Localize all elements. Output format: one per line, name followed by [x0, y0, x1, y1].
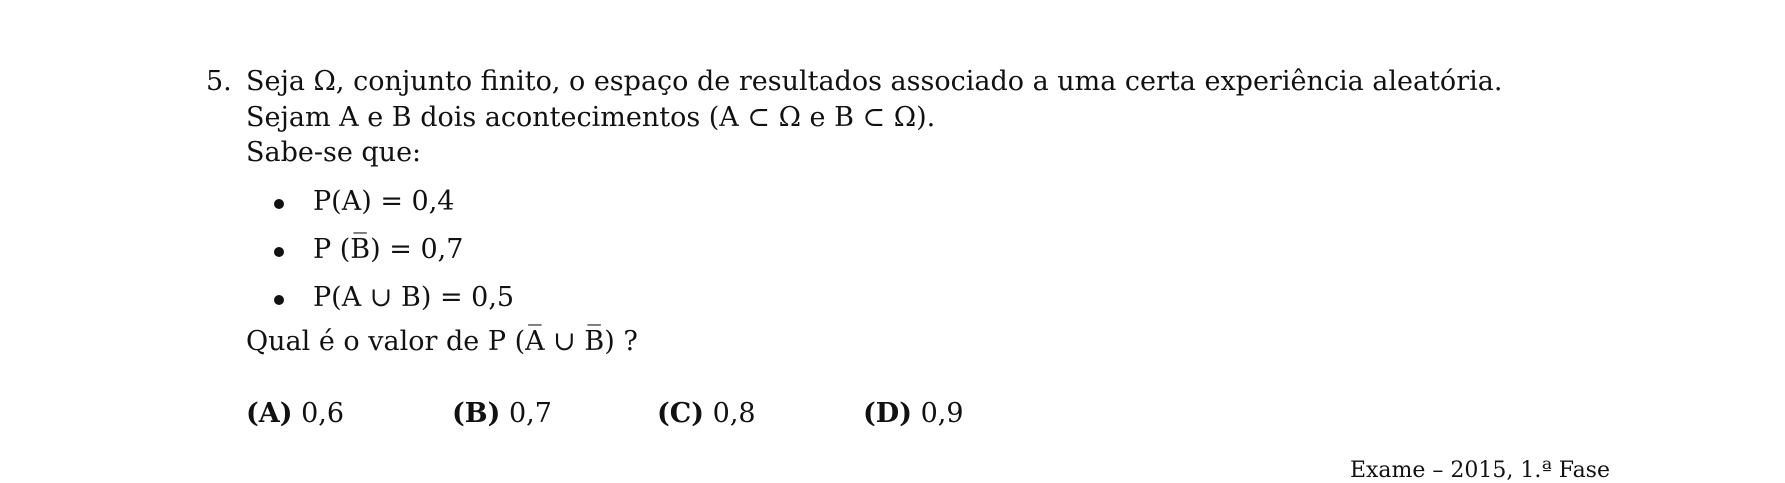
option-a[interactable]: [246, 398, 344, 429]
option-value: 0,7: [508, 398, 552, 429]
fact-text: P (B̅) = 0,7: [313, 234, 464, 265]
exam-source: Exame – 2015, 1.ª Fase: [1349, 458, 1610, 483]
option-b[interactable]: [452, 398, 552, 429]
option-value: 0,6: [301, 398, 345, 429]
fact-text: P(A ∪ B) = 0,5: [313, 282, 515, 313]
option-letter: (B): [452, 398, 501, 429]
fact-text: P(A) = 0,4: [313, 186, 455, 217]
option-value: 0,9: [920, 398, 964, 429]
question-prompt: Qual é o valor de P (A̅ ∪ B̅) ?: [246, 326, 638, 357]
option-d[interactable]: [863, 398, 964, 429]
question-number: 5.: [206, 66, 232, 97]
question-line-1: Seja Ω, conjunto finito, o espaço de resultados associado a uma certa experiência aleatória.: [246, 66, 1503, 97]
option-letter: (C): [657, 398, 705, 429]
question-line-2: Sejam A e B dois acontecimentos (A ⊂ Ω e B ⊂ Ω).: [246, 102, 936, 133]
option-letter: (D): [863, 398, 912, 429]
option-letter: (A): [246, 398, 293, 429]
question-line-3: Sabe-se que:: [246, 137, 422, 168]
bullet-icon: [274, 295, 284, 305]
option-value: 0,8: [712, 398, 756, 429]
bullet-icon: [274, 199, 284, 209]
option-c[interactable]: [657, 398, 756, 429]
bullet-icon: [274, 247, 284, 257]
